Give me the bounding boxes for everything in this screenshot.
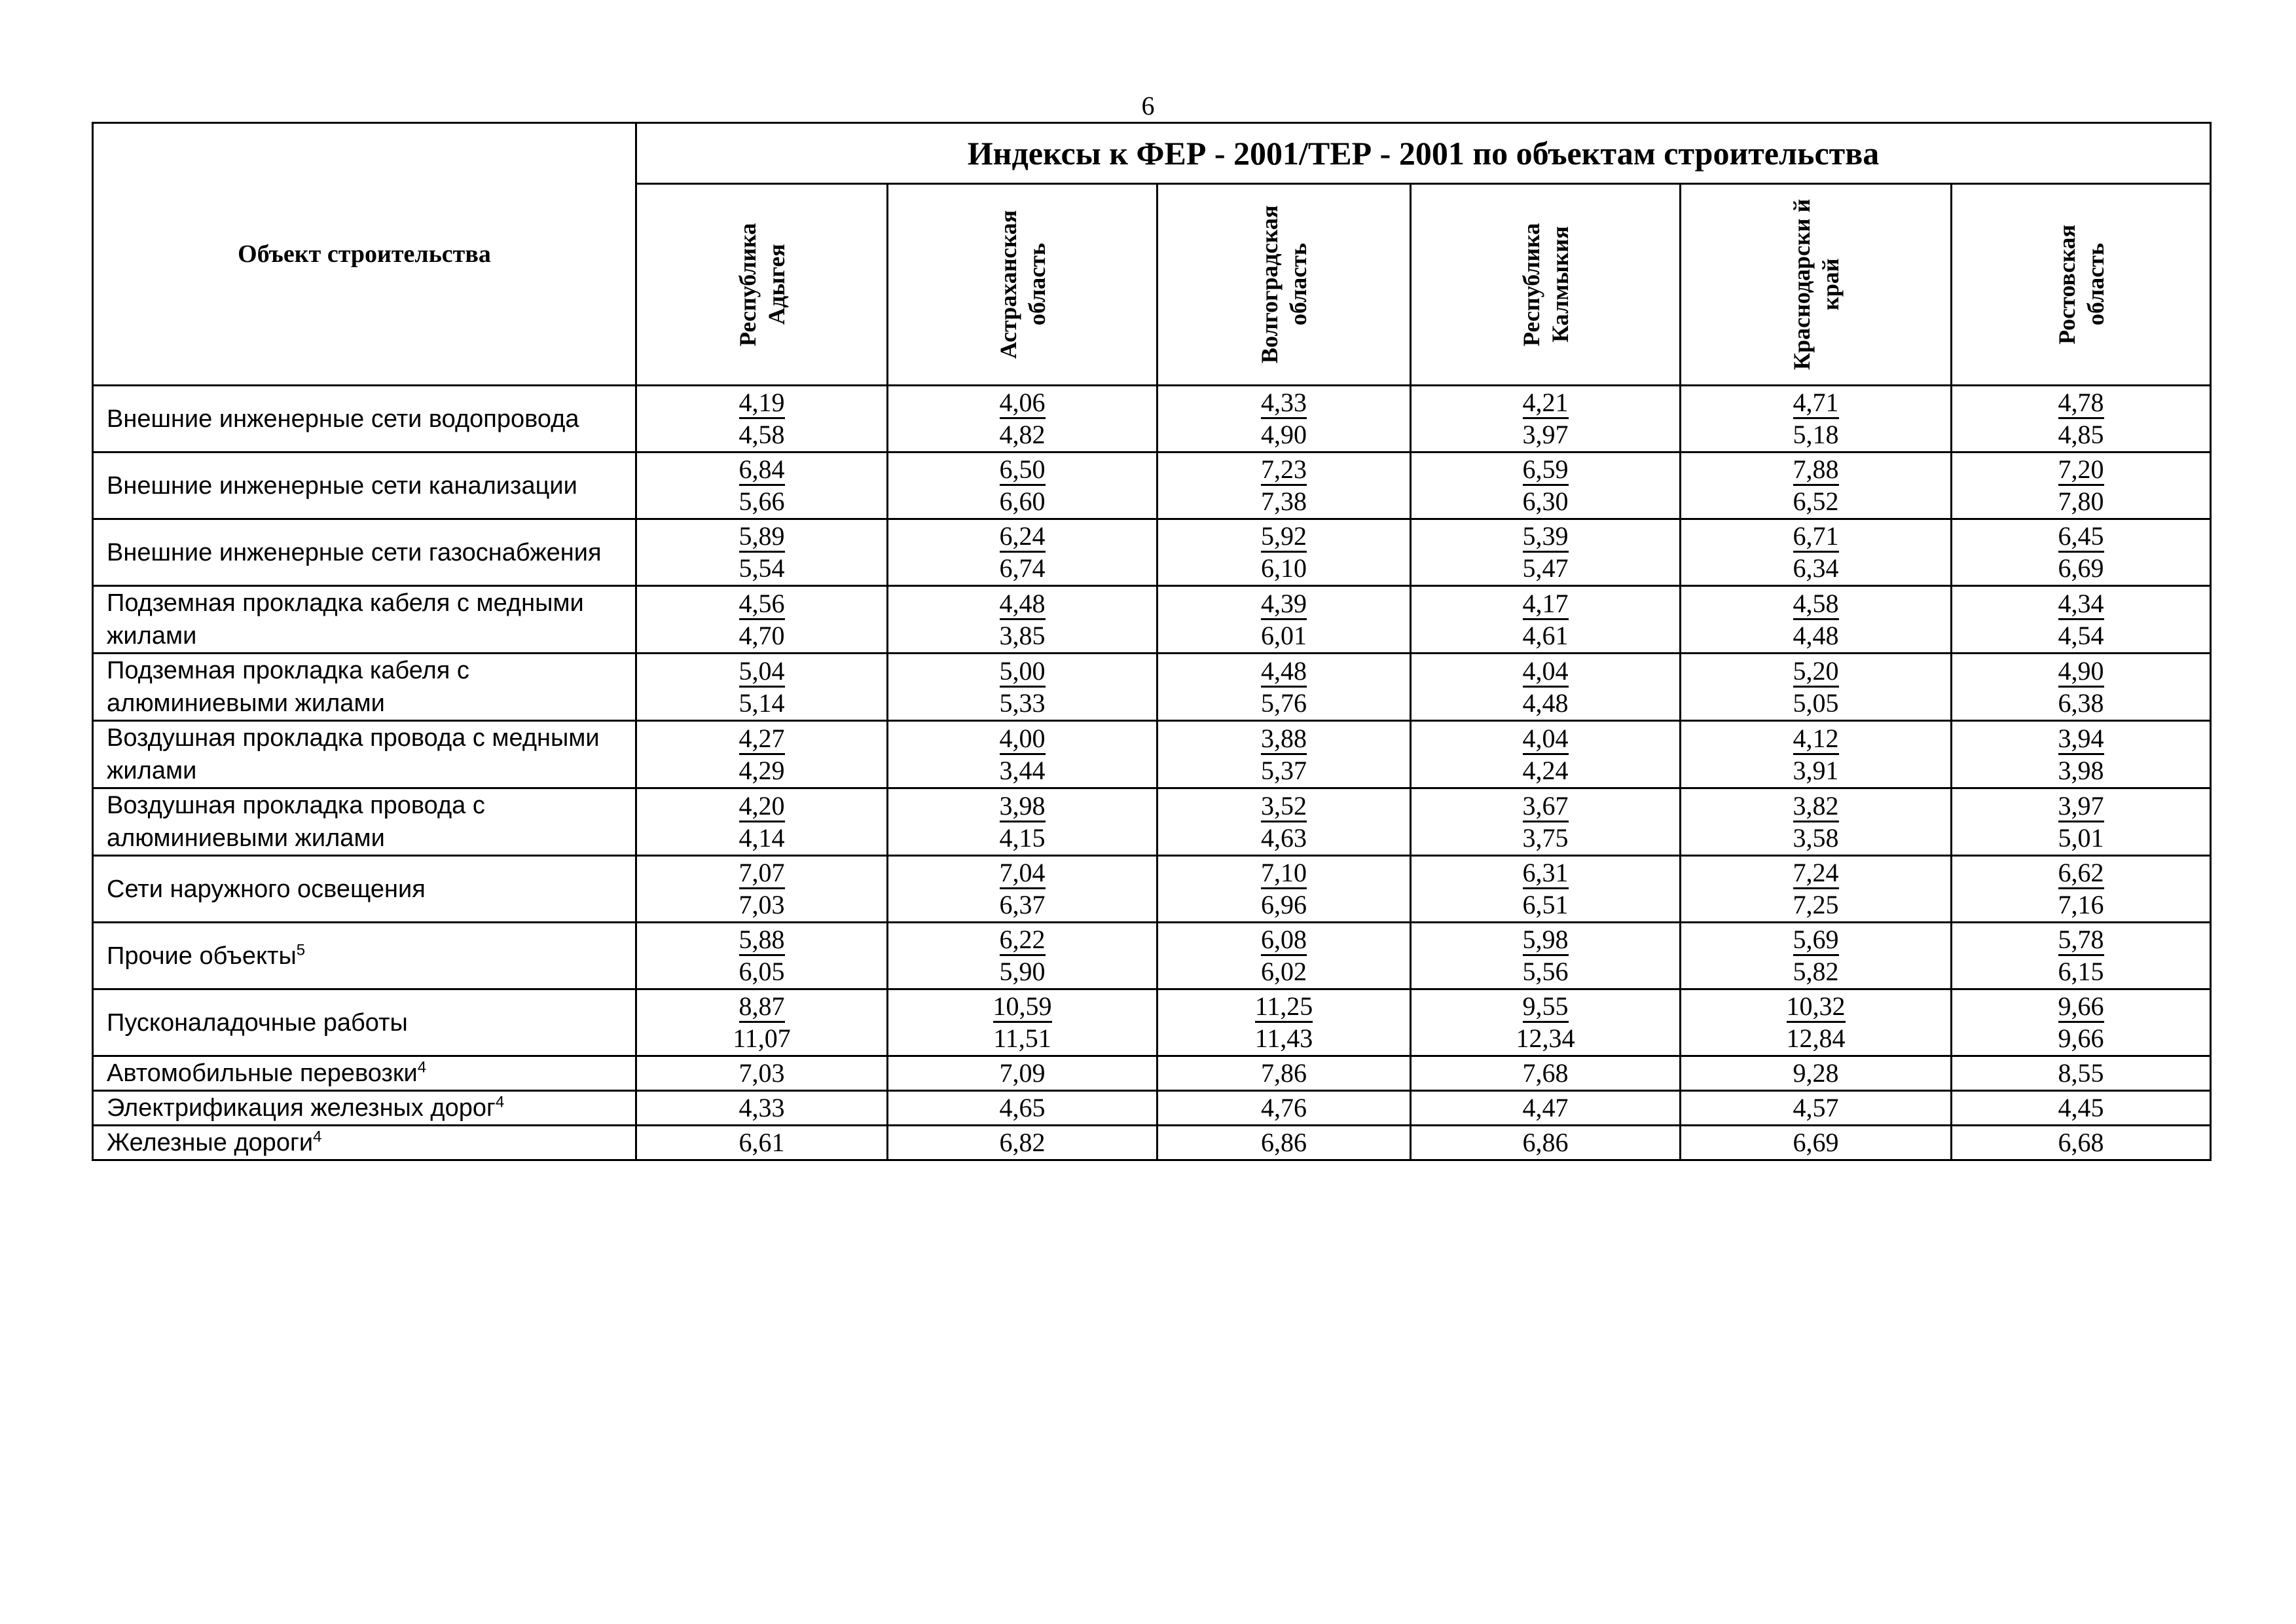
index-value-bottom: 3,91 bbox=[1793, 755, 1839, 785]
index-value-cell bbox=[1411, 386, 1681, 452]
index-value-cell bbox=[1411, 452, 1681, 519]
index-value-cell bbox=[1681, 519, 1952, 586]
footnote-ref: 4 bbox=[417, 1058, 427, 1077]
index-value-top: 5,92 bbox=[1261, 522, 1307, 553]
index-value-cell bbox=[888, 386, 1157, 452]
index-value-bottom: 12,34 bbox=[1516, 1024, 1575, 1053]
index-value-cell bbox=[1411, 989, 1681, 1056]
index-value: 6,86 bbox=[1522, 1128, 1569, 1157]
index-value-bottom: 5,18 bbox=[1793, 420, 1839, 449]
table-row bbox=[93, 721, 2211, 788]
index-value-cell bbox=[888, 519, 1157, 586]
index-value-cell bbox=[636, 788, 888, 856]
index-value-cell bbox=[1157, 1056, 1411, 1091]
index-value-bottom: 5,66 bbox=[738, 487, 785, 516]
index-value-cell bbox=[1681, 856, 1952, 923]
object-name-cell bbox=[93, 586, 636, 654]
object-name: Воздушная прокладка провода с медными жилами bbox=[107, 724, 600, 784]
index-value-bottom: 11,43 bbox=[1254, 1024, 1313, 1053]
index-value-bottom: 7,38 bbox=[1261, 487, 1307, 516]
object-name-cell bbox=[93, 788, 636, 856]
region-label: Волгоградская область bbox=[1256, 205, 1311, 364]
index-value-cell bbox=[1952, 654, 2211, 721]
object-name-cell bbox=[93, 1091, 636, 1126]
index-value-bottom: 6,69 bbox=[2058, 553, 2104, 583]
region-label: Республика Калмыкия bbox=[1518, 223, 1573, 346]
table-row bbox=[93, 519, 2211, 586]
index-value-bottom: 6,15 bbox=[2058, 957, 2104, 986]
index-value-top: 5,89 bbox=[739, 522, 785, 553]
index-value-top: 5,88 bbox=[739, 925, 785, 956]
object-name: Внешние инженерные сети газоснабжения bbox=[107, 538, 602, 566]
object-name: Прочие объекты bbox=[107, 942, 297, 970]
index-value-cell bbox=[888, 452, 1157, 519]
index-value-cell bbox=[1157, 386, 1411, 452]
region-label: Краснодарски й край bbox=[1788, 198, 1844, 371]
table-row bbox=[93, 856, 2211, 923]
index-value-top: 4,78 bbox=[2058, 388, 2104, 419]
object-name: Подземная прокладка кабеля с алюминиевыми жилами bbox=[107, 657, 469, 717]
footnote-ref: 5 bbox=[296, 940, 306, 959]
object-name: Внешние инженерные сети водопровода bbox=[107, 405, 579, 433]
object-name: Автомобильные перевозки bbox=[107, 1060, 418, 1087]
index-value: 4,47 bbox=[1522, 1093, 1569, 1122]
table-row bbox=[93, 452, 2211, 519]
index-value: 7,68 bbox=[1522, 1058, 1569, 1088]
index-value-bottom: 6,34 bbox=[1793, 553, 1839, 583]
index-value-top: 10,32 bbox=[1787, 992, 1846, 1023]
index-value-cell bbox=[1411, 1126, 1681, 1160]
object-name-cell bbox=[93, 1126, 636, 1160]
index-value-cell bbox=[1411, 654, 1681, 721]
page-number: 6 bbox=[1141, 91, 1155, 120]
index-value-cell bbox=[1681, 386, 1952, 452]
index-value-cell bbox=[636, 721, 888, 788]
table-row bbox=[93, 788, 2211, 856]
index-value-bottom: 4,82 bbox=[999, 420, 1046, 449]
index-value: 6,69 bbox=[1793, 1128, 1839, 1157]
index-value-bottom: 7,03 bbox=[738, 890, 785, 919]
region-header bbox=[1681, 184, 1952, 386]
index-table bbox=[92, 122, 2212, 1161]
index-value-top: 4,56 bbox=[739, 589, 785, 620]
index-value-top: 4,00 bbox=[1000, 724, 1046, 755]
index-value-cell bbox=[1411, 788, 1681, 856]
index-value-cell bbox=[1157, 856, 1411, 923]
object-name: Внешние инженерные сети канализации bbox=[107, 471, 577, 500]
index-value-top: 6,71 bbox=[1793, 522, 1839, 553]
index-value-top: 6,24 bbox=[1000, 522, 1046, 553]
index-value-bottom: 5,76 bbox=[1261, 688, 1307, 718]
index-value-top: 4,04 bbox=[1523, 724, 1569, 755]
index-value-top: 4,19 bbox=[739, 388, 785, 419]
index-value-cell bbox=[1952, 1091, 2211, 1126]
index-value-cell bbox=[1681, 1056, 1952, 1091]
index-value-cell bbox=[1681, 1126, 1952, 1160]
index-value-top: 5,78 bbox=[2058, 925, 2104, 956]
footnote-ref: 4 bbox=[313, 1128, 322, 1146]
index-value-bottom: 3,75 bbox=[1522, 822, 1569, 853]
index-value-top: 4,21 bbox=[1523, 388, 1569, 419]
footnote-ref: 4 bbox=[495, 1093, 505, 1111]
index-value-bottom: 4,85 bbox=[2058, 420, 2104, 449]
index-value-cell bbox=[1681, 788, 1952, 856]
index-value-top: 3,52 bbox=[1261, 792, 1307, 822]
object-name: Железные дороги bbox=[107, 1129, 314, 1156]
index-value-top: 7,24 bbox=[1793, 858, 1839, 889]
index-value-cell bbox=[1411, 519, 1681, 586]
table-row bbox=[93, 989, 2211, 1056]
index-value-bottom: 6,52 bbox=[1793, 487, 1839, 516]
index-value-bottom: 3,58 bbox=[1793, 822, 1839, 853]
index-value-cell bbox=[1952, 519, 2211, 586]
region-label: Астраханская область bbox=[994, 210, 1050, 360]
index-value: 6,86 bbox=[1261, 1128, 1307, 1157]
index-value-cell bbox=[1157, 1126, 1411, 1160]
index-value-cell bbox=[636, 989, 888, 1056]
index-value-bottom: 6,60 bbox=[999, 487, 1046, 516]
index-value-top: 7,07 bbox=[739, 858, 785, 889]
index-value: 7,86 bbox=[1261, 1058, 1307, 1088]
index-value-cell bbox=[636, 856, 888, 923]
index-value-bottom: 5,37 bbox=[1261, 755, 1307, 785]
table-row bbox=[93, 1056, 2211, 1091]
index-value-cell bbox=[888, 923, 1157, 989]
region-header bbox=[1411, 184, 1681, 386]
index-value-top: 7,23 bbox=[1261, 455, 1307, 486]
table-row bbox=[93, 1091, 2211, 1126]
index-value-bottom: 6,10 bbox=[1261, 553, 1307, 583]
index-value-top: 5,04 bbox=[739, 657, 785, 688]
object-name-cell bbox=[93, 386, 636, 452]
index-value-top: 7,88 bbox=[1793, 455, 1839, 486]
index-value-cell bbox=[1411, 923, 1681, 989]
index-value-top: 6,45 bbox=[2058, 522, 2104, 553]
index-value-cell bbox=[1411, 1091, 1681, 1126]
index-value-cell bbox=[636, 654, 888, 721]
index-value-top: 8,87 bbox=[739, 992, 785, 1023]
region-header bbox=[636, 184, 888, 386]
index-value-top: 4,39 bbox=[1261, 589, 1307, 620]
index-value-top: 10,59 bbox=[993, 992, 1052, 1023]
index-value-top: 9,66 bbox=[2058, 992, 2104, 1023]
index-value-top: 4,04 bbox=[1523, 657, 1569, 688]
index-value-cell bbox=[1411, 856, 1681, 923]
object-name-cell bbox=[93, 721, 636, 788]
region-label: Республика Адыгея bbox=[734, 223, 790, 346]
index-value-bottom: 3,44 bbox=[999, 755, 1046, 785]
index-value-cell bbox=[636, 1056, 888, 1091]
index-value-bottom: 6,02 bbox=[1261, 957, 1307, 986]
index-value-top: 6,62 bbox=[2058, 858, 2104, 889]
object-column-header: Объект строительства bbox=[93, 123, 636, 386]
object-name-cell bbox=[93, 654, 636, 721]
index-value-bottom: 4,29 bbox=[738, 755, 785, 785]
index-value-cell bbox=[1952, 1056, 2211, 1091]
index-value-bottom: 11,51 bbox=[993, 1024, 1051, 1053]
index-value-cell bbox=[1952, 989, 2211, 1056]
index-value-top: 4,48 bbox=[1000, 589, 1046, 620]
region-header bbox=[1952, 184, 2211, 386]
index-value-bottom: 4,58 bbox=[738, 420, 785, 449]
index-value-top: 4,20 bbox=[739, 792, 785, 822]
object-name: Пусконаладочные работы bbox=[107, 1008, 408, 1037]
index-value-top: 4,48 bbox=[1261, 657, 1307, 688]
index-value-bottom: 5,05 bbox=[1793, 688, 1839, 718]
index-value-cell bbox=[1952, 788, 2211, 856]
index-value-cell bbox=[1681, 1091, 1952, 1126]
index-value-top: 4,58 bbox=[1793, 589, 1839, 620]
index-value: 6,61 bbox=[738, 1128, 785, 1157]
index-value-top: 4,71 bbox=[1793, 388, 1839, 419]
index-value-top: 3,67 bbox=[1523, 792, 1569, 822]
object-name-cell bbox=[93, 452, 636, 519]
index-value-bottom: 6,05 bbox=[738, 957, 785, 986]
index-value-top: 5,20 bbox=[1793, 657, 1839, 688]
index-value-cell bbox=[636, 1091, 888, 1126]
index-value-cell bbox=[888, 788, 1157, 856]
index-value-bottom: 4,24 bbox=[1522, 755, 1569, 785]
index-value-cell bbox=[1952, 721, 2211, 788]
index-value-cell bbox=[1952, 586, 2211, 654]
index-value-top: 7,20 bbox=[2058, 455, 2104, 486]
index-value: 9,28 bbox=[1793, 1058, 1839, 1088]
index-value-top: 4,06 bbox=[1000, 388, 1046, 419]
index-value-top: 3,97 bbox=[2058, 792, 2104, 822]
index-value: 6,68 bbox=[2058, 1128, 2104, 1157]
object-name: Воздушная прокладка провода с алюминиевыми жилами bbox=[107, 792, 485, 852]
index-value-cell bbox=[888, 1091, 1157, 1126]
index-value-bottom: 5,90 bbox=[999, 957, 1046, 986]
index-value-cell bbox=[1952, 452, 2211, 519]
index-value: 6,82 bbox=[999, 1128, 1046, 1157]
index-value-cell bbox=[1157, 788, 1411, 856]
index-value-cell bbox=[888, 1056, 1157, 1091]
index-value-cell bbox=[636, 586, 888, 654]
index-value-cell bbox=[888, 654, 1157, 721]
index-value-cell bbox=[1157, 586, 1411, 654]
object-name-cell bbox=[93, 856, 636, 923]
index-value-top: 4,27 bbox=[739, 724, 785, 755]
index-value-cell bbox=[888, 586, 1157, 654]
index-value: 8,55 bbox=[2058, 1058, 2104, 1088]
index-value-bottom: 11,07 bbox=[733, 1024, 791, 1053]
index-value-top: 4,17 bbox=[1523, 589, 1569, 620]
table-row bbox=[93, 386, 2211, 452]
index-value-bottom: 3,98 bbox=[2058, 755, 2104, 785]
index-value-bottom: 4,48 bbox=[1793, 620, 1839, 650]
index-value-bottom: 6,74 bbox=[999, 553, 1046, 583]
index-value-bottom: 6,38 bbox=[2058, 688, 2104, 718]
index-value-bottom: 5,01 bbox=[2058, 822, 2104, 853]
index-value-top: 11,25 bbox=[1255, 992, 1313, 1023]
index-value-bottom: 4,63 bbox=[1261, 822, 1307, 853]
index-value-cell bbox=[636, 452, 888, 519]
index-value-bottom: 5,33 bbox=[999, 688, 1046, 718]
index-value-bottom: 5,47 bbox=[1522, 553, 1569, 583]
index-value-bottom: 6,96 bbox=[1261, 890, 1307, 919]
index-value-cell bbox=[1952, 1126, 2211, 1160]
index-value-cell bbox=[1157, 452, 1411, 519]
index-value-top: 5,69 bbox=[1793, 925, 1839, 956]
index-value-bottom: 4,15 bbox=[999, 822, 1046, 853]
index-value-cell bbox=[1681, 721, 1952, 788]
index-value-bottom: 4,90 bbox=[1261, 420, 1307, 449]
index-value-top: 6,08 bbox=[1261, 925, 1307, 956]
index-value: 4,57 bbox=[1793, 1093, 1839, 1122]
index-value-cell bbox=[1157, 1091, 1411, 1126]
index-value-bottom: 4,54 bbox=[2058, 620, 2104, 650]
index-value-top: 3,98 bbox=[1000, 792, 1046, 822]
index-value-cell bbox=[1681, 923, 1952, 989]
index-value-cell bbox=[1157, 519, 1411, 586]
index-value-cell bbox=[1411, 1056, 1681, 1091]
index-value-bottom: 5,82 bbox=[1793, 957, 1839, 986]
index-value-cell bbox=[1157, 923, 1411, 989]
table-row bbox=[93, 923, 2211, 989]
index-value-bottom: 4,70 bbox=[738, 620, 785, 650]
region-label: Ростовская область bbox=[2053, 225, 2109, 344]
index-value-bottom: 3,85 bbox=[999, 620, 1046, 650]
object-name-cell bbox=[93, 1056, 636, 1091]
index-value-bottom: 4,14 bbox=[738, 822, 785, 853]
index-value-top: 7,04 bbox=[1000, 858, 1046, 889]
index-value-cell bbox=[888, 856, 1157, 923]
index-value-top: 6,22 bbox=[1000, 925, 1046, 956]
table-row bbox=[93, 1126, 2211, 1160]
index-value-cell bbox=[1157, 989, 1411, 1056]
index-value: 4,45 bbox=[2058, 1093, 2104, 1122]
region-header bbox=[888, 184, 1157, 386]
index-value-top: 3,94 bbox=[2058, 724, 2104, 755]
index-value-bottom: 4,61 bbox=[1522, 620, 1569, 650]
index-value-cell bbox=[888, 989, 1157, 1056]
index-value-top: 6,31 bbox=[1523, 858, 1569, 889]
index-value-cell bbox=[1681, 989, 1952, 1056]
index-value-cell bbox=[1681, 586, 1952, 654]
index-value-bottom: 5,54 bbox=[738, 553, 785, 583]
index-value-cell bbox=[1681, 452, 1952, 519]
index-value-bottom: 6,30 bbox=[1522, 487, 1569, 516]
table-row bbox=[93, 586, 2211, 654]
table-title: Индексы к ФЕР - 2001/ТЕР - 2001 по объектам строительства bbox=[636, 123, 2211, 184]
object-name-cell bbox=[93, 989, 636, 1056]
table-body bbox=[93, 386, 2211, 1160]
object-name: Подземная прокладка кабеля с медными жилами bbox=[107, 589, 584, 650]
index-value: 4,76 bbox=[1261, 1093, 1307, 1122]
index-value-cell bbox=[1411, 586, 1681, 654]
index-value-top: 6,50 bbox=[1000, 455, 1046, 486]
index-value-bottom: 5,14 bbox=[738, 688, 785, 718]
index-value-bottom: 12,84 bbox=[1786, 1024, 1846, 1053]
index-value-cell bbox=[1157, 721, 1411, 788]
index-value-cell bbox=[1952, 856, 2211, 923]
index-value-bottom: 5,56 bbox=[1522, 957, 1569, 986]
object-name-cell bbox=[93, 923, 636, 989]
index-value-cell bbox=[1681, 654, 1952, 721]
index-value-cell bbox=[1157, 654, 1411, 721]
index-value: 4,65 bbox=[999, 1093, 1046, 1122]
index-value-bottom: 6,01 bbox=[1261, 620, 1307, 650]
index-value-bottom: 4,48 bbox=[1522, 688, 1569, 718]
index-value-top: 5,39 bbox=[1523, 522, 1569, 553]
index-value-top: 9,55 bbox=[1523, 992, 1569, 1023]
index-value-top: 4,90 bbox=[2058, 657, 2104, 688]
index-value-top: 3,82 bbox=[1793, 792, 1839, 822]
index-value-top: 5,00 bbox=[1000, 657, 1046, 688]
index-value-top: 6,59 bbox=[1523, 455, 1569, 486]
index-value-cell bbox=[888, 721, 1157, 788]
index-value-cell bbox=[636, 923, 888, 989]
index-value-bottom: 3,97 bbox=[1522, 420, 1569, 449]
index-value-top: 6,84 bbox=[739, 455, 785, 486]
index-value: 7,03 bbox=[738, 1058, 785, 1088]
index-value-bottom: 7,25 bbox=[1793, 890, 1839, 919]
index-value-top: 5,98 bbox=[1523, 925, 1569, 956]
index-value-bottom: 6,37 bbox=[999, 890, 1046, 919]
index-value-top: 4,34 bbox=[2058, 589, 2104, 620]
index-value-cell bbox=[636, 386, 888, 452]
index-value-cell bbox=[636, 519, 888, 586]
object-name: Сети наружного освещения bbox=[107, 875, 426, 903]
index-value-bottom: 6,51 bbox=[1522, 890, 1569, 919]
table-row bbox=[93, 654, 2211, 721]
index-value-cell bbox=[636, 1126, 888, 1160]
index-value-bottom: 7,80 bbox=[2058, 487, 2104, 516]
index-value: 7,09 bbox=[999, 1058, 1046, 1088]
index-value-bottom: 9,66 bbox=[2058, 1024, 2104, 1053]
index-table-container bbox=[92, 122, 2210, 1161]
region-header bbox=[1157, 184, 1411, 386]
index-value-cell bbox=[888, 1126, 1157, 1160]
index-value-top: 3,88 bbox=[1261, 724, 1307, 755]
index-value-top: 4,12 bbox=[1793, 724, 1839, 755]
index-value-top: 7,10 bbox=[1261, 858, 1307, 889]
index-value-cell bbox=[1952, 923, 2211, 989]
index-value-cell bbox=[1952, 386, 2211, 452]
index-value: 4,33 bbox=[738, 1093, 785, 1122]
index-value-cell bbox=[1411, 721, 1681, 788]
index-value-bottom: 7,16 bbox=[2058, 890, 2104, 919]
object-name-cell bbox=[93, 519, 636, 586]
object-name: Электрификация железных дорог bbox=[107, 1094, 496, 1122]
index-value-top: 4,33 bbox=[1261, 388, 1307, 419]
